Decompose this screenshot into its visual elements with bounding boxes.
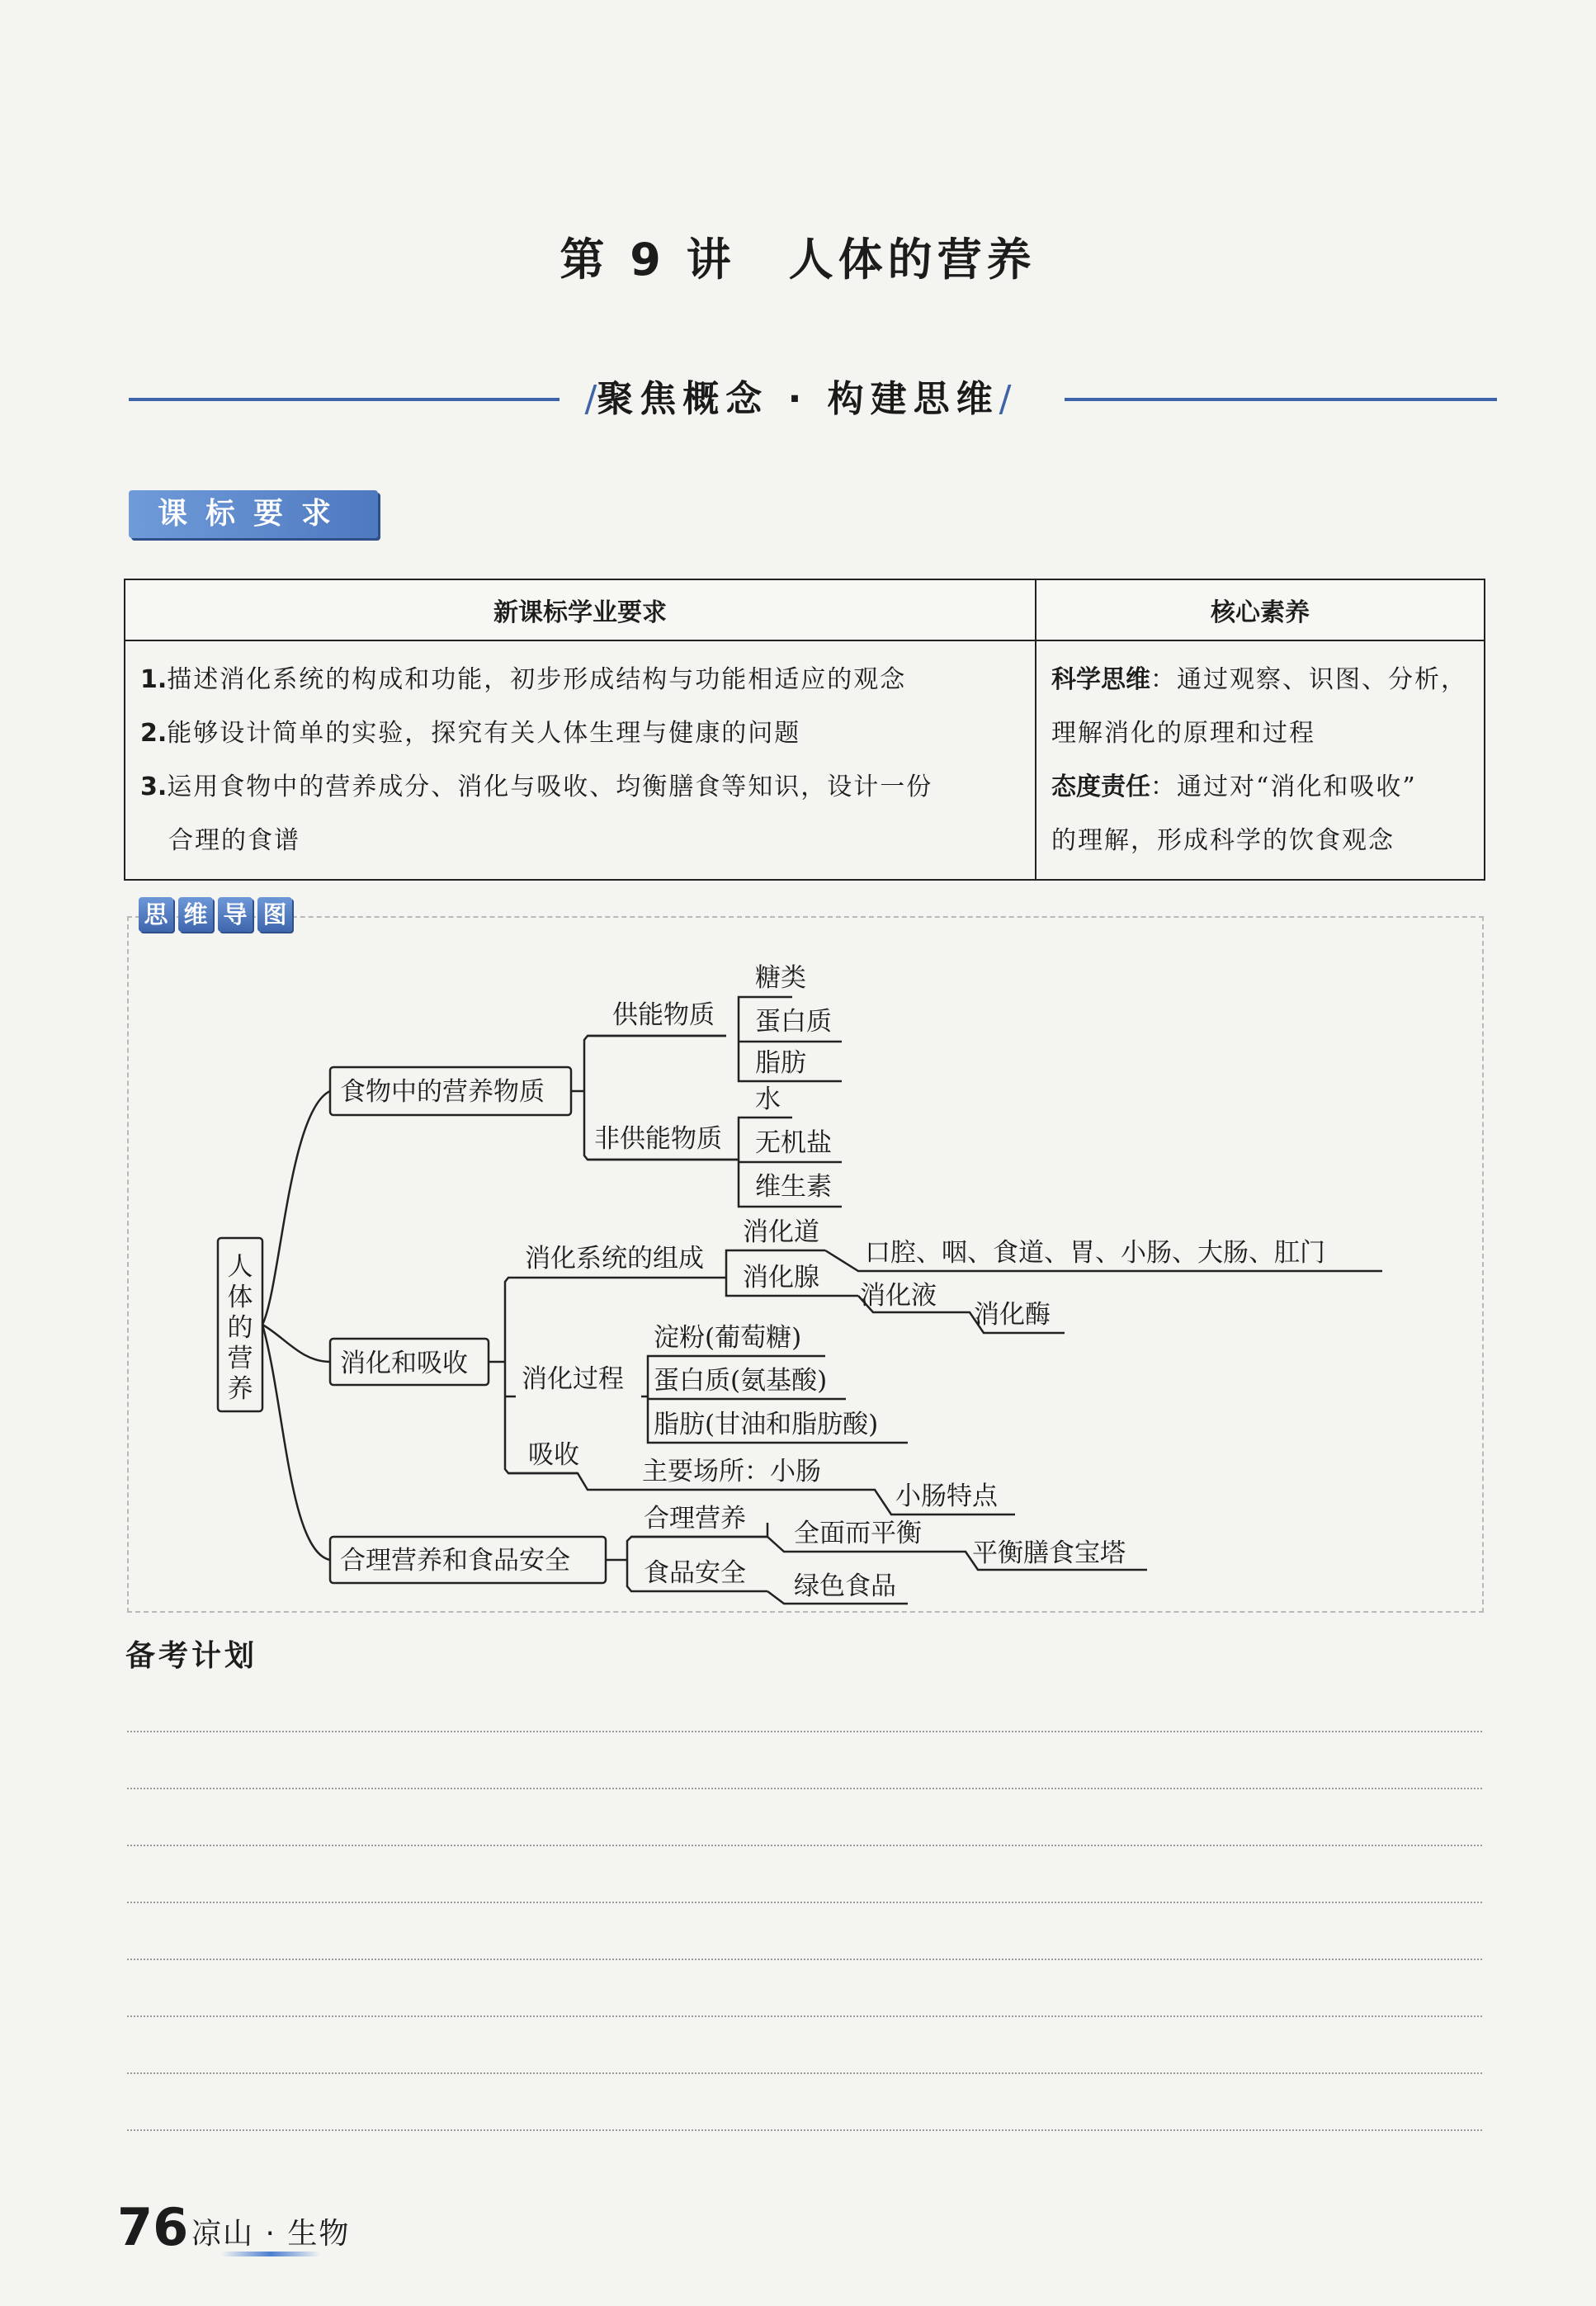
node-protein-amino: 蛋白质(氨基酸) [654,1366,828,1396]
connector-line [262,1325,330,1362]
lesson-topic: 人体的营养 [788,234,1036,286]
node-digestive-juice: 消化液 [860,1281,937,1311]
banner-slash-left: / [584,378,597,420]
node-digestive-system: 消化系统的组成 [525,1244,704,1273]
writing-line [127,1845,1482,1846]
node-tract-parts: 口腔、咽、食道、胃、小肠、大肠、肛门 [865,1238,1325,1268]
node-food-pagoda: 平衡膳食宝塔 [972,1538,1126,1568]
writing-line [127,1902,1482,1903]
node-main-site: 主要场所：小肠 [642,1457,821,1486]
footer-accent-bar [221,2252,320,2256]
node-enzyme: 消化酶 [974,1300,1051,1330]
page-number: 76 [117,2197,189,2257]
root-char: 体 [227,1283,253,1312]
writing-line [127,1959,1482,1960]
node-non-energy: 非供能物质 [594,1124,722,1154]
competency-line: 态度责任：通过对“消化和吸收” [1051,773,1417,801]
node-salt: 无机盐 [755,1128,832,1158]
root-char: 养 [227,1374,253,1404]
table-header: 新课标学业要求 [125,579,1036,640]
node-balanced: 全面而平衡 [794,1519,922,1548]
competency-line: 的理解，形成科学的饮食观念 [1051,826,1395,855]
writing-line [127,1788,1482,1789]
node-energy-substances: 供能物质 [612,1000,715,1030]
writing-line [127,1731,1482,1732]
writing-line [127,2072,1482,2074]
connector-line [262,1091,330,1325]
mindmap-tag-char: 图 [257,897,292,932]
lesson-number: 第 9 讲 [560,234,736,286]
node-starch: 淀粉(葡萄糖) [654,1323,802,1353]
node-nutrition-safety: 合理营养和食品安全 [340,1546,570,1576]
requirement-line: 合理的食谱 [168,826,300,855]
writing-line [127,2129,1482,2131]
study-plan-label: 备考计划 [125,1639,258,1673]
root-char: 人 [227,1252,253,1282]
footer-label: 凉山 · 生物 [191,2217,351,2251]
node-green-food: 绿色食品 [794,1571,896,1601]
competency-line: 理解消化的原理和过程 [1051,719,1315,748]
node-intestine-features: 小肠特点 [895,1481,998,1511]
writing-line [127,2015,1482,2017]
curriculum-requirements-tag: 课标要求 [129,490,378,538]
node-nutrients: 食物中的营养物质 [340,1077,545,1107]
requirement-line: 3.运用食物中的营养成分、消化与吸收、均衡膳食等知识，设计一份 [140,773,933,801]
banner-text: 聚焦概念 · 构建思维 [597,378,999,420]
node-digestive-tract: 消化道 [743,1217,819,1247]
node-absorption: 吸收 [528,1440,579,1470]
competency-line: 科学思维：通过观察、识图、分析， [1051,665,1467,694]
mindmap-tag-char: 导 [218,897,253,932]
node-sugar: 糖类 [755,963,806,993]
mindmap-tag-char: 思 [139,897,173,932]
table-header: 核心素养 [1036,579,1485,640]
mindmap-tag-char: 维 [178,897,213,932]
root-char: 营 [227,1344,253,1373]
requirement-line: 1.描述消化系统的构成和功能，初步形成结构与功能相适应的观念 [140,665,907,694]
node-digestion-process: 消化过程 [522,1364,624,1394]
node-digestive-gland: 消化腺 [743,1263,819,1292]
node-reasonable-nutrition: 合理营养 [644,1504,746,1533]
node-fat: 脂肪 [755,1048,806,1078]
root-char: 的 [227,1313,253,1343]
node-food-safety: 食品安全 [644,1558,746,1588]
node-digestion-absorption: 消化和吸收 [340,1349,468,1378]
node-protein: 蛋白质 [755,1007,832,1037]
node-fat-glycerol: 脂肪(甘油和脂肪酸) [654,1410,879,1439]
banner-slash-right: / [999,378,1012,420]
node-vitamin: 维生素 [755,1172,832,1202]
node-water: 水 [755,1084,781,1114]
requirement-line: 2.能够设计简单的实验，探究有关人体生理与健康的问题 [140,719,801,748]
